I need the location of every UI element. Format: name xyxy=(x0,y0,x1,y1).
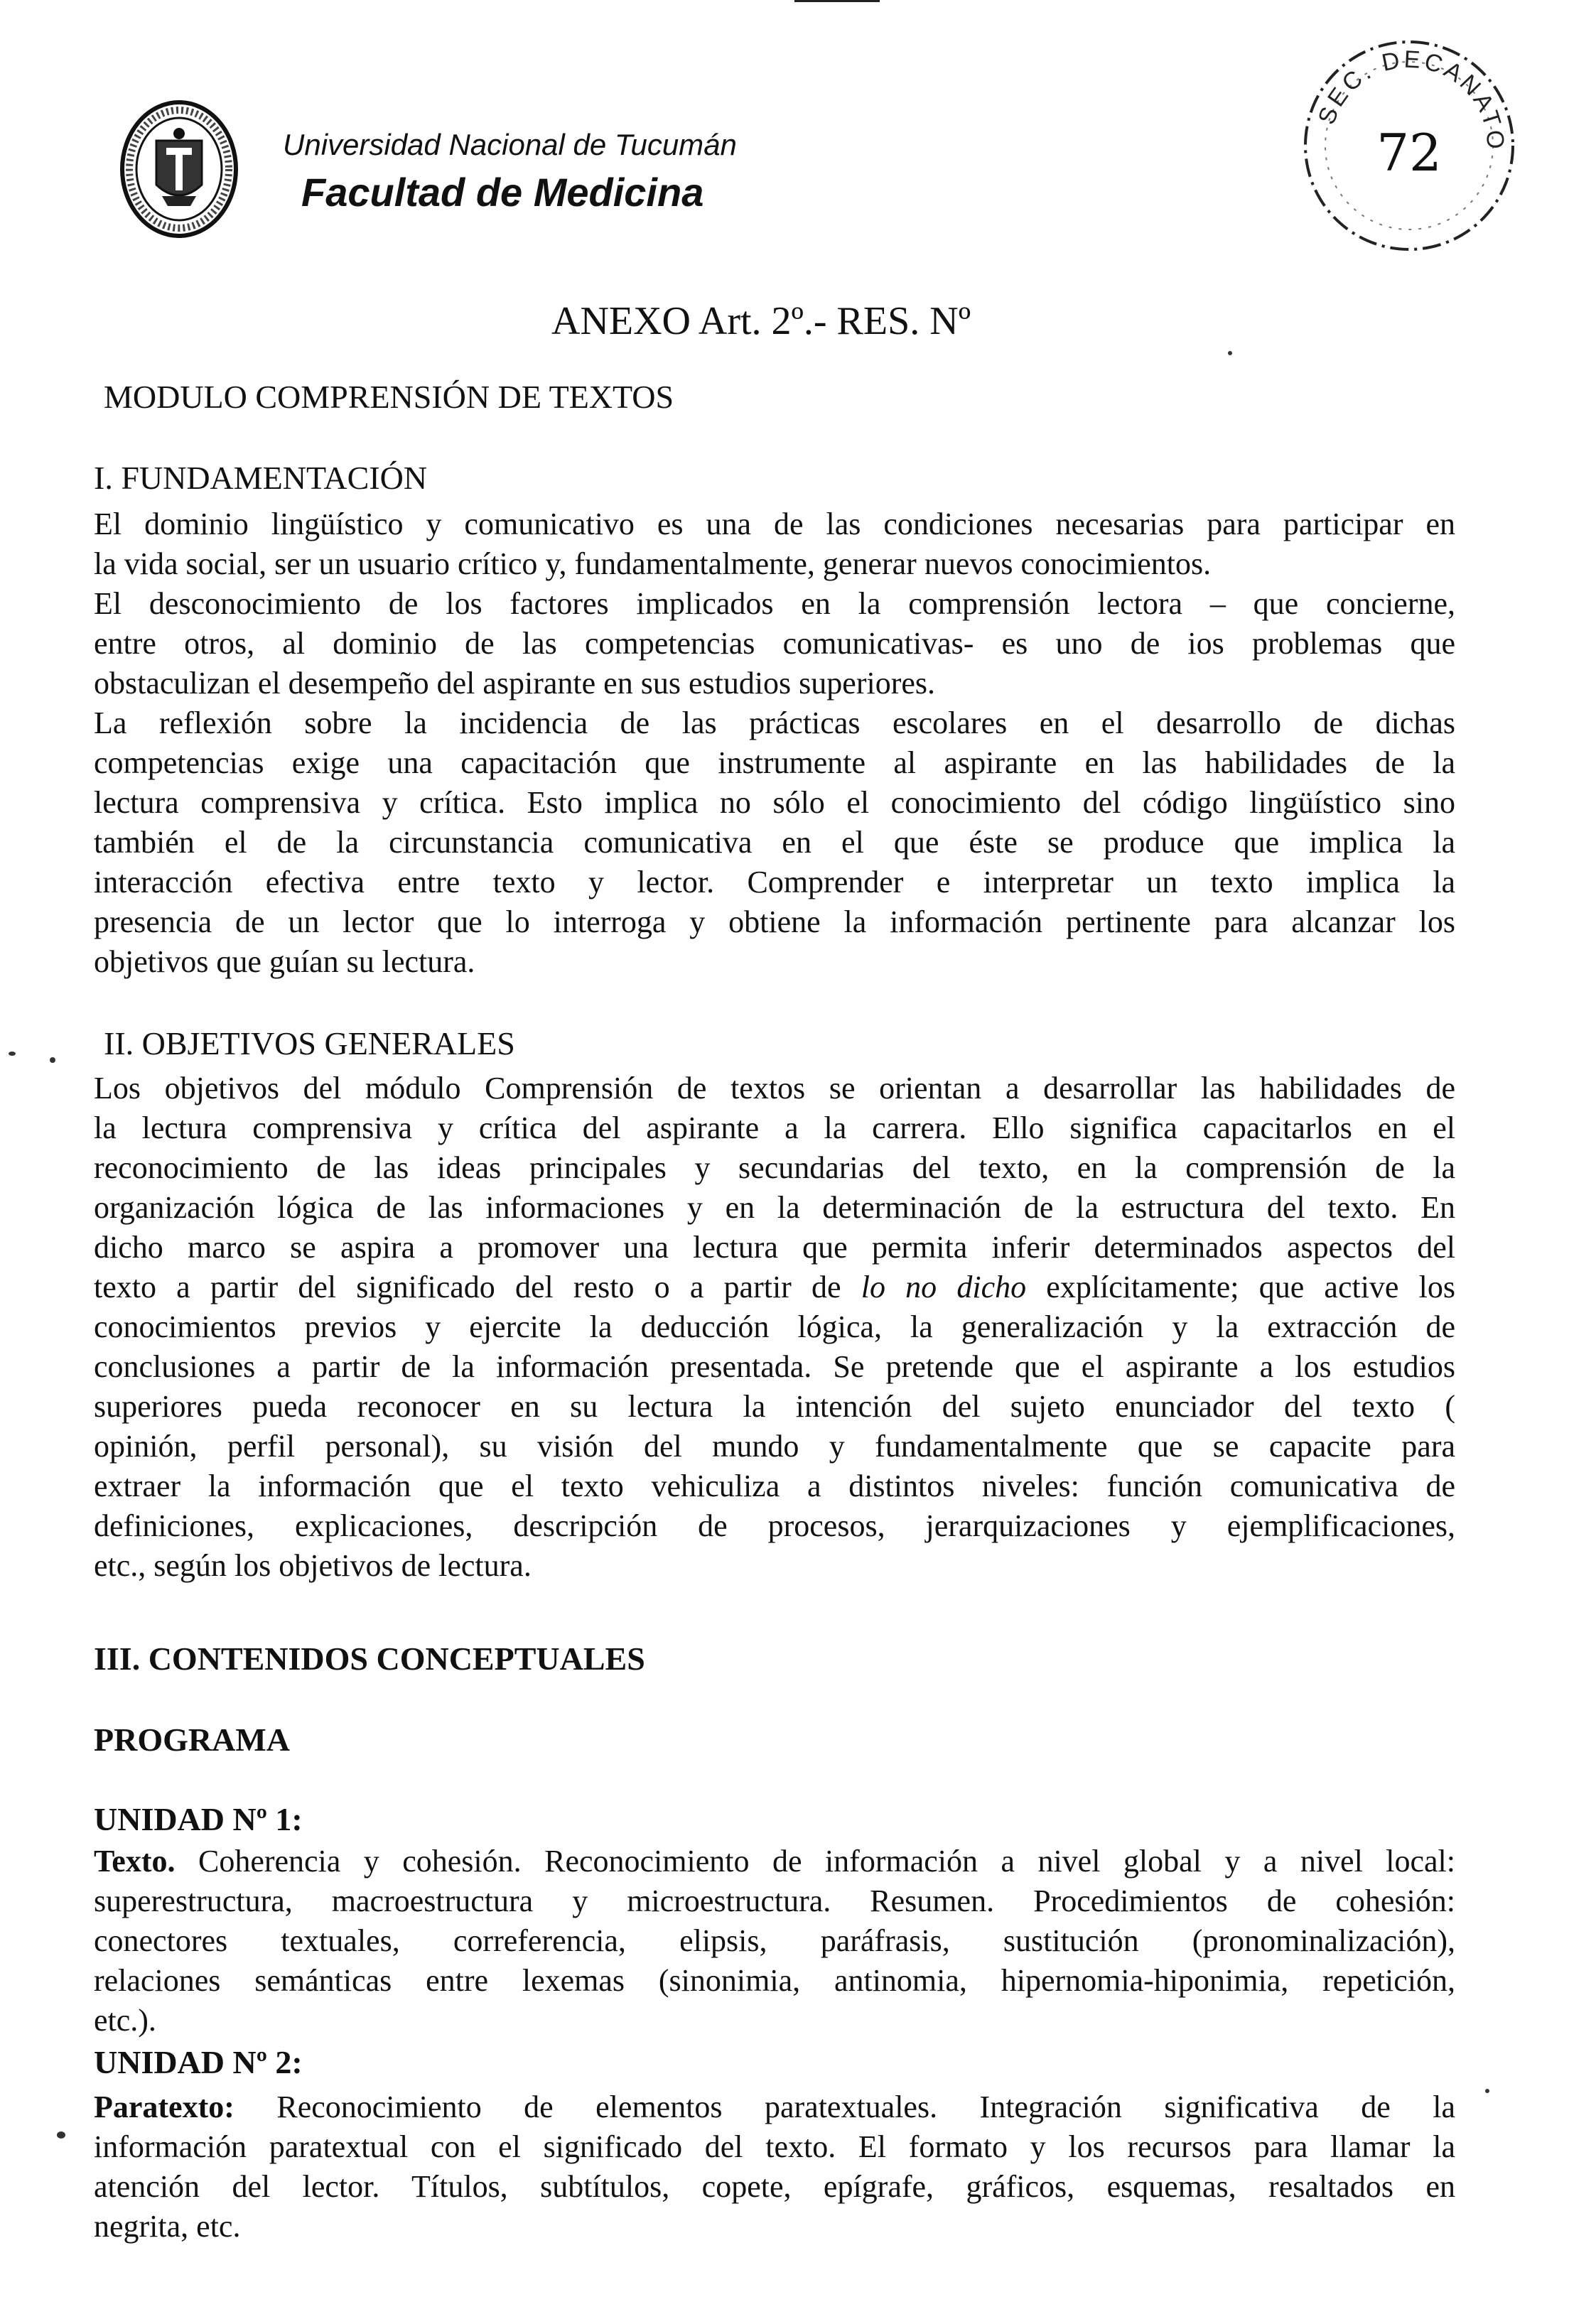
scan-speck xyxy=(1485,2089,1489,2093)
body-line: superiores pueda reconocer en su lectura la intención del sujeto enunciador del texto ( xyxy=(94,1389,1455,1424)
fundamentacion-body xyxy=(94,504,1455,982)
body-line: definiciones, explicaciones, descripción de procesos, jerarquizaciones y ejemplificaciones, xyxy=(94,1508,1455,1543)
top-border-line xyxy=(794,0,880,2)
program-heading: PROGRAMA xyxy=(94,1722,290,1758)
body-line: obstaculizan el desempeño del aspirante en sus estudios superiores. xyxy=(94,666,936,701)
body-line: Los objetivos del módulo Comprensión de textos se orientan a desarrollar las habilidades de xyxy=(94,1071,1455,1106)
body-line: conclusiones a partir de la información presentada. Se pretende que el aspirante a los estudios xyxy=(94,1349,1455,1384)
body-line: conectores textuales, correferencia, elipsis, paráfrasis, sustitución (pronominalización), xyxy=(94,1923,1455,1958)
unit-2-heading: UNIDAD Nº 2: xyxy=(94,2044,303,2080)
body-line: La reflexión sobre la incidencia de las prácticas escolares en el desarrollo de dichas xyxy=(94,706,1455,740)
body-line: la lectura comprensiva y crítica del aspirante a la carrera. Ello significa capacitarlos en el xyxy=(94,1110,1455,1145)
body-line: también el de la circunstancia comunicativa en el que éste se produce que implica la xyxy=(94,825,1455,860)
body-line: negrita, etc. xyxy=(94,2209,241,2244)
body-line: opinión, perfil personal), su visión del mundo y fundamentalmente que se capacite para xyxy=(94,1429,1455,1464)
body-line: etc.). xyxy=(94,2003,156,2038)
body-line: El dominio lingüístico y comunicativo es una de las condiciones necesarias para participar en xyxy=(94,507,1455,541)
stamp-number: 72 xyxy=(1376,123,1442,183)
section-heading-contenidos: III. CONTENIDOS CONCEPTUALES xyxy=(94,1641,645,1677)
line-segment: Coherencia y cohesión. Reconocimiento de información a nivel global y a nivel local: xyxy=(198,1844,1455,1879)
office-stamp xyxy=(1292,28,1526,263)
scan-speck xyxy=(50,1057,55,1063)
body-line: la vida social, ser un usuario crítico y, fundamentalmente, generar nuevos conocimientos. xyxy=(94,546,1212,581)
body-line-with-lead xyxy=(94,1842,1455,1881)
body-line: superestructura, macroestructura y microestructura. Resumen. Procedimientos de cohesión: xyxy=(94,1883,1455,1918)
faculty-name: Facultad de Medicina xyxy=(301,170,704,215)
stamp-text: SEC. DECANATO xyxy=(1312,45,1509,153)
body-line: etc., según los objetivos de lectura. xyxy=(94,1548,532,1583)
body-line: lectura comprensiva y crítica. Esto implica no sólo el conocimiento del código lingüístico sino xyxy=(94,785,1455,820)
unit-1-body xyxy=(94,1842,1455,2041)
scan-speck xyxy=(9,1052,16,1056)
body-line: presencia de un lector que lo interroga y obtiene la información pertinente para alcanzar los xyxy=(94,904,1455,939)
section-heading-fundamentacion: I. FUNDAMENTACIÓN xyxy=(94,460,428,496)
unit-2-body xyxy=(94,2087,1455,2247)
body-line: competencias exige una capacitación que instrumente al aspirante en las habilidades de la xyxy=(94,745,1455,780)
italic-phrase: lo no dicho xyxy=(861,1270,1027,1304)
body-line-with-italic xyxy=(94,1268,1455,1307)
body-line-with-lead xyxy=(94,2087,1455,2127)
line-segment: explícitamente; que active los xyxy=(1046,1270,1455,1304)
body-line: objetivos que guían su lectura. xyxy=(94,944,475,979)
body-line: relaciones semánticas entre lexemas (sinonimia, antinomia, hipernomia-hiponimia, repetición, xyxy=(94,1963,1455,1998)
unit-1-heading: UNIDAD Nº 1: xyxy=(94,1801,303,1837)
line-segment: Reconocimiento de elementos paratextuales. Integración significativa de la xyxy=(276,2090,1455,2124)
body-line: información paratextual con el significado del texto. El formato y los recursos para llamar la xyxy=(94,2129,1455,2164)
module-title: MODULO COMPRENSIÓN DE TEXTOS xyxy=(104,379,674,415)
university-name: Universidad Nacional de Tucumán xyxy=(283,128,737,161)
body-line: El desconocimiento de los factores implicados en la comprensión lectora – que concierne, xyxy=(94,586,1455,621)
body-line: dicho marco se aspira a promover una lectura que permita inferir determinados aspectos del xyxy=(94,1230,1455,1265)
body-line: extraer la información que el texto vehiculiza a distintos niveles: función comunicativa de xyxy=(94,1469,1455,1503)
unit-lead-term: Paratexto: xyxy=(94,2090,234,2124)
scan-speck xyxy=(1228,351,1232,355)
university-seal-logo xyxy=(119,99,239,239)
section-heading-objetivos: II. OBJETIVOS GENERALES xyxy=(104,1025,515,1061)
body-line: atención del lector. Títulos, subtítulos, copete, epígrafe, gráficos, esquemas, resaltados en xyxy=(94,2169,1455,2204)
unit-lead-term: Texto. xyxy=(94,1844,176,1879)
line-segment: texto a partir del significado del resto o a partir de xyxy=(94,1270,841,1304)
scan-speck xyxy=(57,2131,65,2139)
body-line: reconocimiento de las ideas principales y secundarias del texto, en la comprensión de la xyxy=(94,1150,1455,1185)
body-line: organización lógica de las informaciones y en la determinación de la estructura del texto. En xyxy=(94,1190,1455,1225)
annex-title: ANEXO Art. 2º.- RES. Nº xyxy=(551,299,971,343)
body-line: entre otros, al dominio de las competencias comunicativas- es uno de ios problemas que xyxy=(94,626,1455,661)
objetivos-body xyxy=(94,1069,1455,1586)
body-line: conocimientos previos y ejercite la deducción lógica, la generalización y la extracción de xyxy=(94,1309,1455,1344)
body-line: interacción efectiva entre texto y lector. Comprender e interpretar un texto implica la xyxy=(94,865,1455,899)
